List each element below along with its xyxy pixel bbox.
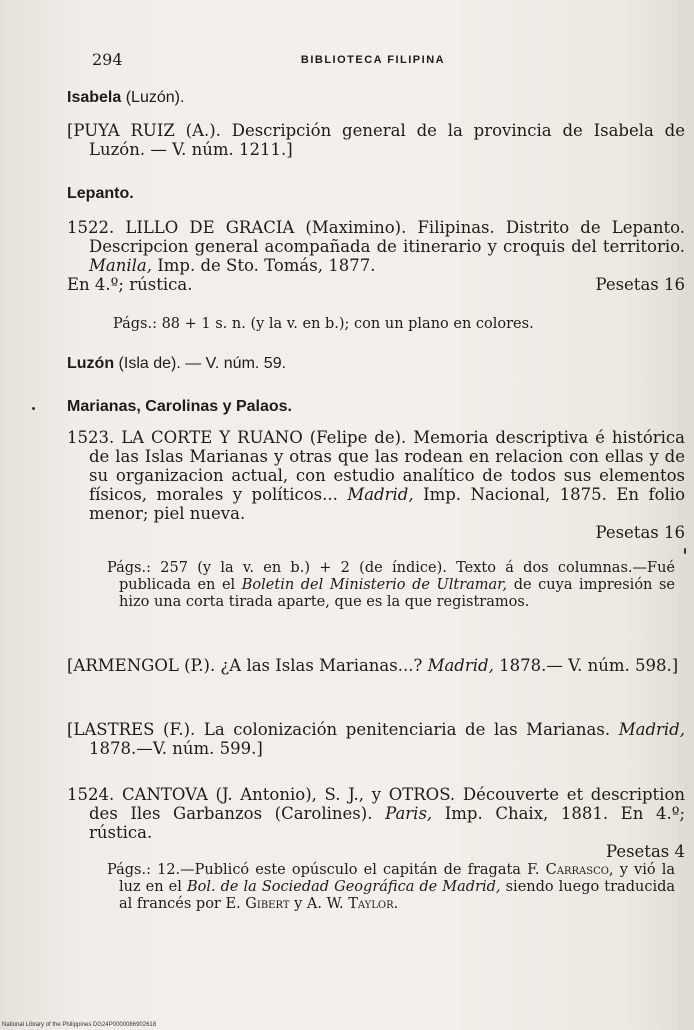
entry-text-a: [ARMENGOL (P.). ¿A las Islas Marianas...? (67, 656, 423, 675)
entry-price: Pesetas 16 (595, 523, 685, 542)
entry-note-1522 (113, 316, 663, 333)
section-heading-text: Marianas, Carolinas y Palaos. (67, 398, 292, 415)
scan-credit: National Library of the Philippines DG24P0000086902618 (2, 1022, 157, 1028)
entry-note-1524 (107, 862, 675, 913)
section-heading-text: Isabela (67, 89, 122, 106)
entry-number: 1524. (67, 785, 115, 804)
section-heading-marianas (67, 398, 292, 416)
bibliographic-entry-1522 (67, 218, 685, 294)
cross-reference-entry (67, 121, 685, 159)
entry-imprint: Imp. de Sto. Tomás, 1877. (157, 256, 376, 275)
entry-place: Paris, (385, 804, 433, 823)
note-text-b: y vió la luz en el (119, 862, 675, 895)
entry-place: Madrid, (347, 485, 414, 504)
margin-mark (684, 548, 686, 554)
entry-body: Memoria descriptiva é histórica de las Islas Marianas y otras que las rodean en relacion con ellas y de su organizacion actual, con estudio analítico de todos sus elementos físicos, morales y políticos... (89, 428, 686, 504)
note-text: Págs.: 88 + 1 s. n. (y la v. en b.); con un plano en colores. (113, 316, 534, 332)
entry-imprint: Imp. Nacional, 1875. En folio menor; piel nueva. (89, 485, 686, 523)
section-heading-sub: (Isla de). — V. núm. 59. (118, 355, 287, 372)
cross-reference-lastres (67, 720, 685, 758)
note-text-c: siendo luego traducida al francés por E. (119, 879, 676, 912)
page-header (92, 50, 654, 72)
section-heading-text: Luzón (67, 355, 115, 372)
entry-price: Pesetas 16 (595, 275, 685, 294)
entry-price: Pesetas 4 (605, 842, 685, 861)
note-text-a: Págs.: 257 (y la v. en b.) + 2 (de índice). Texto á dos columnas.—Fué publicada en el (107, 560, 675, 593)
note-journal: Bol. de la Sociedad Geográfica de Madrid, (186, 879, 501, 895)
entry-place: Manila, (89, 256, 152, 275)
entry-author: CANTOVA (J. Antonio), S. J., y OTROS. (121, 785, 456, 804)
note-text-a: Págs.: 12.—Publicó este opúsculo el capitán de fragata F. (107, 862, 540, 878)
entry-author: LILLO DE GRACIA (Maximino). (125, 218, 407, 237)
section-heading-isabela (67, 89, 184, 107)
bibliographic-entry-1524 (67, 785, 685, 861)
entry-number: 1522. (67, 218, 115, 237)
section-heading-lepanto (67, 185, 134, 203)
section-heading-sub: (Luzón). (125, 89, 185, 106)
section-heading-text: Lepanto. (67, 185, 134, 202)
ink-speck (32, 407, 35, 410)
entry-body: Filipinas. Distrito de Lepanto. Descripcion general acompañada de itinerario y croquis del territorio. (89, 218, 685, 256)
note-text-b: de cuya impresión se hizo una corta tirada aparte, que es la que registramos. (119, 577, 675, 610)
note-journal: Boletin del Ministerio de Ultramar, (241, 577, 508, 593)
entry-note-1523 (107, 560, 675, 611)
note-name-carrasco: Carrasco, (545, 862, 614, 878)
entry-number: 1523. (67, 428, 115, 447)
section-heading-luzon (67, 355, 286, 373)
cross-reference-armengol (67, 656, 685, 675)
running-title: BIBLIOTECA FILIPINA (300, 54, 446, 66)
entry-body: Découverte et description des Iles Garbanzos (Carolines). (89, 785, 685, 823)
entry-place: Madrid, (618, 720, 685, 739)
note-text-d: y A. W. (294, 896, 344, 912)
entry-format: En 4.º; rústica. (67, 275, 193, 294)
note-name-taylor: Taylor. (348, 896, 399, 912)
entry-text-a: [LASTRES (F.). La colonización penitenciaria de las Marianas. (67, 720, 611, 739)
entry-author: LA CORTE Y RUANO (Felipe de). (121, 428, 407, 447)
entry-text-b: 1878.—V. núm. 599.] (89, 739, 263, 758)
note-name-gibert: Gibert (245, 896, 290, 912)
entry-imprint: Imp. Chaix, 1881. En 4.º; rústica. (89, 804, 686, 842)
page-number: 294 (92, 50, 123, 69)
entry-text: [PUYA RUIZ (A.). Descripción general de la provincia de Isabela de Luzón. — V. núm. 1211.] (67, 121, 685, 159)
entry-place: Madrid, (427, 656, 494, 675)
bibliographic-entry-1523 (67, 428, 685, 542)
entry-text-b: 1878.— V. núm. 598.] (499, 656, 679, 675)
